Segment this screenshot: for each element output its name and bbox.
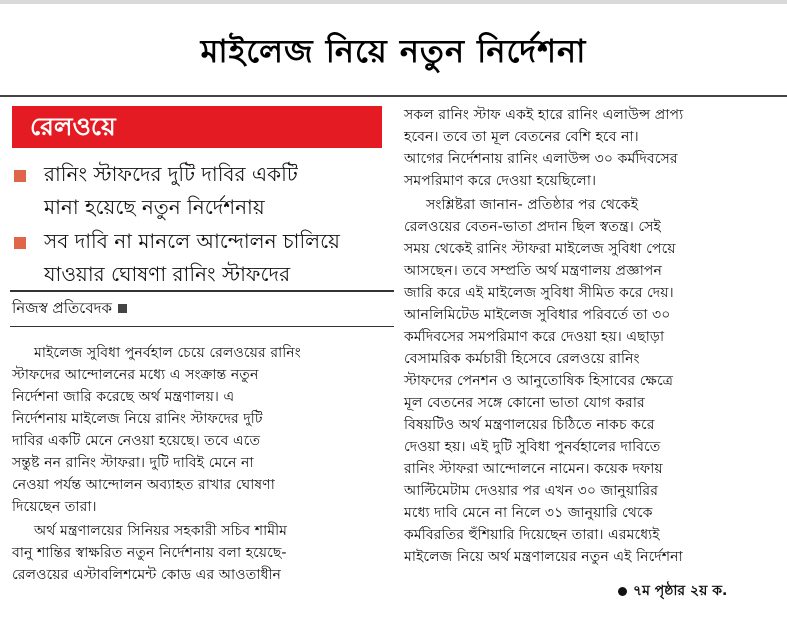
byline-square-icon [118,304,127,313]
paragraph-line: সংশ্লিষ্টরা জানান- প্রতিষ্ঠার পর থেকেই [426,197,639,213]
byline [12,296,127,320]
paragraph-line: দিয়েছেন তারা। [12,499,97,515]
continuation-text: ৭ম পৃষ্ঠার ২য় ক. [633,583,728,599]
headline: মাইলেজ নিয়ে নতুন নির্দেশনা [200,32,587,70]
paragraph-line: মাইলেজ নিয়ে অর্থ মন্ত্রণালয়ের নতুন এই নির্দেশনা [404,549,683,565]
paragraph-line: বানু শান্তির স্বাক্ষরিত নতুন নির্দেশনায় বলা হয়েছে- [12,545,287,561]
paragraph-line: নির্দেশনায় মাইলেজ নিয়ে রানিং স্টাফদের দুটি [12,411,263,427]
bullet-square-icon [14,237,26,249]
paragraph-line: স্টাফদের আন্দোলনের মধ্যে এ সংক্রান্ত নতুন [12,367,259,383]
paragraph-line: রেলওয়ের এস্টাবলিশমেন্ট কোড এর আওতাধীন [12,567,281,583]
paragraph-line: দাবির একটি মেনে নেওয়া হয়েছে। তবে এতে [12,433,261,449]
section-label: রেলওয়ে [30,112,116,141]
headline-rule [0,95,787,97]
bullet-line: মানা হয়েছে নতুন নির্দেশনায় [44,195,265,219]
paragraph-line: মূল বেতনের সঙ্গে কোনো ভাতা যোগ করার [404,395,645,411]
paragraph-line: নির্দেশনা জারি করেছে অর্থ মন্ত্রণালয়। এ [12,389,235,405]
paragraph-line: বিষয়টিও অর্থ মন্ত্রণালয়ের চিঠিতে নাকচ করে [404,417,655,433]
paragraph-line: হবেন। তবে তা মূল বেতনের বেশি হবে না। [404,129,639,145]
byline-text: নিজস্ব প্রতিবেদক [12,299,113,317]
bullet-square-icon [14,170,26,182]
bullet-dot-icon [618,587,627,596]
bullet-line: যাওয়ার ঘোষণা রানিং স্টাফদের [44,262,291,286]
paragraph-line: মাইলেজ সুবিধা পুনর্বহাল চেয়ে রেলওয়ের রানিং [34,345,301,361]
paragraph-line: নেওয়া পর্যন্ত আন্দোলন অব্যাহত রাখার ঘোষণা [12,477,275,493]
bullet-line: রানিং স্টাফদের দুটি দাবির একটি [44,162,298,186]
bullet-line: সব দাবি না মানলে আন্দোলন চালিয়ে [44,229,340,253]
paragraph-line: রানিং স্টাফরা আন্দোলনে নামেন। কয়েক দফায় [404,461,663,477]
top-border [0,0,787,4]
paragraph-line: আগের নির্দেশনায় রানিং এলাউন্স ৩০ কর্মদিবসের [404,151,678,167]
byline-rule-bottom [10,326,394,327]
paragraph-line: রেলওয়ের বেতন-ভাতা প্রদান ছিল স্বতন্ত্র। সেই [404,219,661,235]
paragraph-line: সন্তুষ্ট নন রানিং স্টাফরা। দুটি দাবিই মেনে না [12,455,254,471]
paragraph-line: সকল রানিং স্টাফ একই হারে রানিং এলাউন্স প্রাপ্য [404,107,684,123]
paragraph-line: অর্থ মন্ত্রণালয়ের সিনিয়র সহকারী সচিব শামীম [34,523,288,539]
paragraph-line: সময় থেকেই রানিং স্টাফরা মাইলেজ সুবিধা পেয়ে [404,241,676,257]
paragraph-line: স্টাফদের পেনশন ও আনুতোষিক হিসাবের ক্ষেত্রে [404,373,674,389]
paragraph-line: আল্টিমেটাম দেওয়ার পর এখন ৩০ জানুয়ারির [404,483,659,499]
byline-rule-top [10,290,394,292]
continuation-reference [618,580,727,602]
paragraph-line: জারি করে এই মাইলেজ সুবিধা সীমিত করে দেয়। [404,285,674,301]
paragraph-line: কর্মবিরতির হুঁশিয়ারি দিয়েছেন তারা। এরমধ্যেই [404,527,660,543]
paragraph-line: দেওয়া হয়। এই দুটি সুবিধা পুনর্বহালের দাবিতে [404,439,661,455]
paragraph-line: বেসামরিক কর্মচারী হিসেবে রেলওয়ে রানিং [404,351,640,367]
paragraph-line: কর্মদিবসের সমপরিমাণ করে দেওয়া হয়। এছাড়া [404,329,665,345]
paragraph-line: সমপরিমাণ করে দেওয়া হয়েছিলো। [404,173,597,189]
paragraph-line: মধ্যে দাবি মেনে না নিলে ৩১ জানুয়ারি থেকে [404,505,653,521]
paragraph-line: আসছেন। তবে সম্প্রতি অর্থ মন্ত্রণালয় প্রজ্ঞাপন [404,263,662,279]
paragraph-line: আনলিমিটেড মাইলেজ সুবিধার পরিবর্তে তা ৩০ [404,307,671,323]
